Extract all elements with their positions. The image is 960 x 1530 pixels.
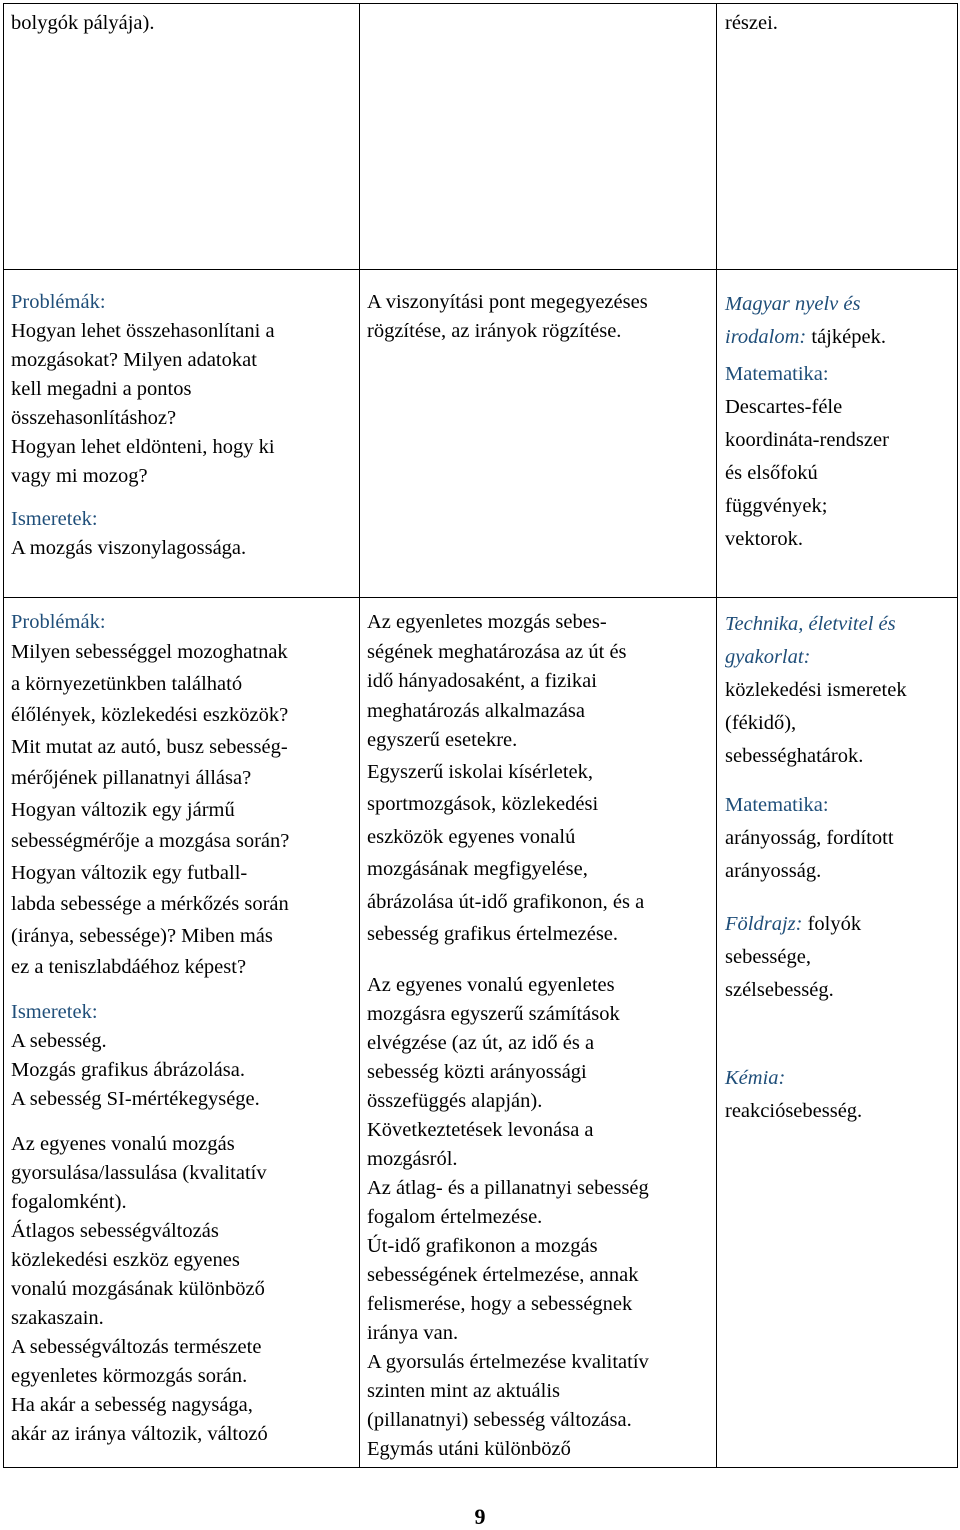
table-border-bottom	[3, 1467, 958, 1468]
text-line: egyszerű esetekre.	[367, 729, 518, 751]
text-line: A sebesség SI-mértékegysége.	[11, 1087, 260, 1110]
subject-label: Matematika:	[725, 794, 829, 816]
table-border-right	[957, 3, 958, 1468]
row3-col3	[725, 608, 953, 1128]
text-line: közlekedési ismeretek	[725, 679, 907, 701]
text-line: gyorsulása/lassulása (kvalitatív	[11, 1161, 267, 1184]
column-divider-2	[716, 3, 717, 1468]
text-line: ez a teniszlabdáéhoz képest?	[11, 956, 247, 978]
text-line: arányosság, fordított	[725, 827, 894, 849]
text-line: sebességének értelmezése, annak	[367, 1263, 639, 1286]
text-line: szinten mint az aktuális	[367, 1379, 560, 1402]
text-line: sebesség grafikus értelmezése.	[367, 923, 619, 945]
text-line: fogalom értelmezése.	[367, 1205, 543, 1228]
curriculum-table	[3, 3, 958, 1468]
knowledge-label: Ismeretek:	[11, 508, 98, 530]
text-line: egyenletes körmozgás során.	[11, 1364, 248, 1387]
page-number: 9	[474, 1504, 486, 1529]
text-line: Út-idő grafikonon a mozgás	[367, 1234, 598, 1257]
table-border-top	[3, 3, 958, 4]
text-line: labda sebessége a mérkőzés során	[11, 893, 289, 915]
row-divider-2	[3, 597, 958, 598]
text-line: Az egyenletes mozgás sebes-	[367, 611, 607, 633]
text-line: élőlények, közlekedési eszközök?	[11, 704, 289, 726]
text-line: bolygók pályája).	[11, 12, 155, 34]
table-border-left	[3, 3, 4, 1468]
subject-label: Kémia:	[725, 1067, 786, 1089]
row2-col1	[11, 288, 351, 563]
text-line: A sebesség.	[11, 1029, 107, 1052]
text-line: vonalú mozgásának különböző	[11, 1277, 265, 1300]
text-line: Hogyan lehet eldönteni, hogy ki	[11, 436, 275, 458]
text-line: Egymás utáni különböző	[367, 1437, 571, 1460]
text-line: mozgásának megfigyelése,	[367, 858, 588, 880]
text-line	[725, 321, 953, 354]
text-line: Az egyenes vonalú egyenletes	[367, 973, 615, 996]
text-line: részei.	[725, 12, 778, 34]
text-line: Hogyan változik egy jármű	[11, 798, 235, 821]
text-line: Descartes-féle	[725, 396, 843, 418]
text-line: (pillanatnyi) sebesség változása.	[367, 1408, 632, 1431]
row2-col2	[367, 288, 712, 346]
subject-label: Földrajz:	[725, 913, 803, 935]
text-line: kell megadni a pontos	[11, 378, 192, 400]
text-line: sebessége,	[725, 946, 811, 968]
text-line: akár az iránya változik, változó	[11, 1422, 268, 1445]
text-line: függvények;	[725, 495, 828, 517]
text-line: a környezetünkben található	[11, 672, 243, 695]
text-line: összefüggés alapján).	[367, 1089, 543, 1112]
knowledge-label: Ismeretek:	[11, 1000, 98, 1023]
row3-col2	[367, 608, 715, 1464]
text-line: A gyorsulás értelmezése kvalitatív	[367, 1350, 649, 1373]
text-line: arányosság.	[725, 860, 822, 882]
text-line: közlekedési eszköz egyenes	[11, 1248, 240, 1271]
text-line: mozgásra egyszerű számítások	[367, 1002, 620, 1025]
text-line: fogalomként).	[11, 1190, 127, 1213]
row-divider-1	[3, 269, 958, 270]
text-line: Mozgás grafikus ábrázolása.	[11, 1058, 245, 1081]
row3-col1	[11, 608, 356, 1449]
text-span: folyók	[802, 913, 862, 935]
column-divider-1	[359, 3, 360, 1468]
row1-col3	[725, 9, 950, 38]
problems-label: Problémák:	[11, 291, 106, 313]
text-line: sportmozgások, közlekedési	[367, 793, 599, 815]
text-line: szakaszain.	[11, 1306, 104, 1329]
text-line: Egyszerű iskolai kísérletek,	[367, 760, 594, 783]
text-line: (iránya, sebessége)? Miben más	[11, 924, 273, 947]
text-line: Mit mutat az autó, busz sebesség-	[11, 735, 288, 758]
text-line: Átlagos sebességváltozás	[11, 1219, 219, 1242]
text-line: eszközök egyenes vonalú	[367, 825, 576, 848]
text-span: tájképek.	[806, 326, 886, 348]
text-line: idő hányadosaként, a fizikai	[367, 670, 597, 692]
text-line: iránya van.	[367, 1321, 459, 1344]
text-line: Ha akár a sebesség nagysága,	[11, 1393, 253, 1416]
text-line: Az egyenes vonalú mozgás	[11, 1132, 235, 1155]
text-line: sebességhatárok.	[725, 745, 864, 767]
text-line: Milyen sebességgel mozoghatnak	[11, 641, 288, 663]
text-line: reakciósebesség.	[725, 1100, 863, 1122]
text-line: meghatározás alkalmazása	[367, 699, 585, 722]
text-line: rögzítése, az irányok rögzítése.	[367, 320, 622, 342]
text-line: vagy mi mozog?	[11, 465, 148, 487]
subject-label: Magyar nyelv és	[725, 293, 861, 315]
subject-label: Matematika:	[725, 363, 829, 385]
problems-text	[11, 637, 356, 984]
subject-label: gyakorlat:	[725, 646, 811, 668]
text-line: ábrázolása út-idő grafikonon, és a	[367, 890, 645, 913]
method-text-1	[367, 608, 715, 756]
text-line: elvégzése (az út, az idő és a	[367, 1031, 595, 1054]
text-line: és elsőfokú	[725, 462, 818, 484]
text-line: sebesség közti arányossági	[367, 1060, 587, 1083]
text-line: ségének meghatározása az út és	[367, 640, 627, 663]
text-line: felismerése, hogy a sebességnek	[367, 1292, 633, 1315]
text-line: A sebességváltozás természete	[11, 1335, 262, 1358]
row2-col3	[725, 288, 953, 556]
text-line: (fékidő),	[725, 712, 797, 734]
text-line: Hogyan változik egy futball-	[11, 861, 248, 884]
text-line: koordináta-rendszer	[725, 429, 889, 451]
text-line: Következtetések levonása a	[367, 1118, 594, 1141]
text-line: Az átlag- és a pillanatnyi sebesség	[367, 1176, 649, 1199]
text-line: mozgásról.	[367, 1147, 458, 1170]
method-text-2	[367, 756, 715, 951]
text-line: mérőjének pillanatnyi állása?	[11, 767, 252, 789]
subject-label: Technika, életvitel és	[725, 613, 896, 635]
text-line: mozgásokat? Milyen adatokat	[11, 349, 257, 371]
method-text-3	[367, 971, 715, 1464]
text-line	[725, 908, 953, 941]
text-line: A viszonyítási pont megegyezéses	[367, 291, 648, 313]
row1-col1	[11, 9, 351, 38]
subject-label: irodalom:	[725, 326, 807, 348]
text-line: sebességmérője a mozgása során?	[11, 830, 290, 852]
text-line: vektorok.	[725, 528, 803, 550]
text-line: A mozgás viszonylagossága.	[11, 537, 247, 559]
text-line: szélsebesség.	[725, 979, 834, 1001]
problems-label: Problémák:	[11, 611, 106, 633]
text-line: Hogyan lehet összehasonlítani a	[11, 320, 275, 342]
text-line: összehasonlításhoz?	[11, 407, 177, 429]
